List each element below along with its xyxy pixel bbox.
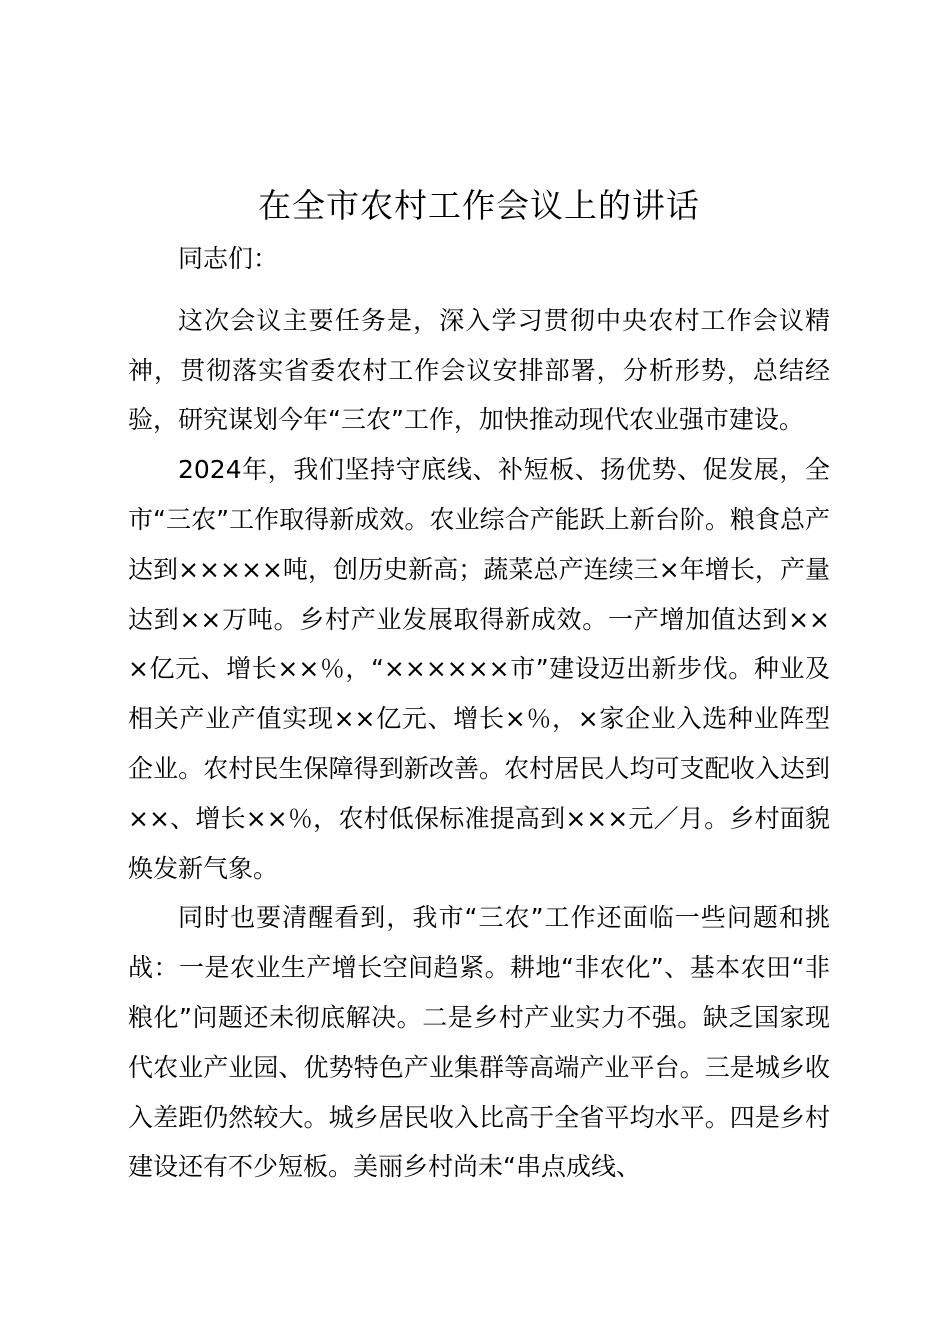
paragraph-2024-achievements: 2024年，我们坚持守底线、补短板、扬优势、促发展，全市“三农”工作取得新成效。农业综合产能跃上新台阶。粮食总产达到×××××吨，创历史新高；蔬菜总产连续三×年增长，产量达到××万吨。乡村产业发展取得新成效。一产增加值达到×××亿元、增长××％，“××××××市”建设迈出新步伐。种业及相关产业产值实现××亿元、增长×％，×家企业入选种业阵型企业。农村民生保障得到新改善。农村居民人均可支配收入达到××、增长××％，农村低保标准提高到×××元／月。乡村面貌焕发新气象。 xyxy=(128,455,830,883)
paragraph-challenges: 同时也要清醒看到，我市“三农”工作还面临一些问题和挑战：一是农业生产增长空间趋紧。耕地“非农化”、基本农田“非粮化”问题还未彻底解决。二是乡村产业实力不强。缺乏国家现代农业产业园、优势特色产业集群等高端产业平台。三是城乡收入差距仍然较大。城乡居民收入比高于全省平均水平。四是乡村建设还有不少短板。美丽乡村尚未“串点成线、 xyxy=(128,903,830,1182)
document-title: 在全市农村工作会议上的讲话 xyxy=(258,186,700,225)
salutation: 同志们： xyxy=(178,244,279,273)
document-page xyxy=(128,178,830,1192)
paragraph-meeting-tasks: 这次会议主要任务是，深入学习贯彻中央农村工作会议精神，贯彻落实省委农村工作会议安排部署，分析形势，总结经验，研究谋划今年“三农”工作，加快推动现代农业强市建设。 xyxy=(128,305,830,435)
